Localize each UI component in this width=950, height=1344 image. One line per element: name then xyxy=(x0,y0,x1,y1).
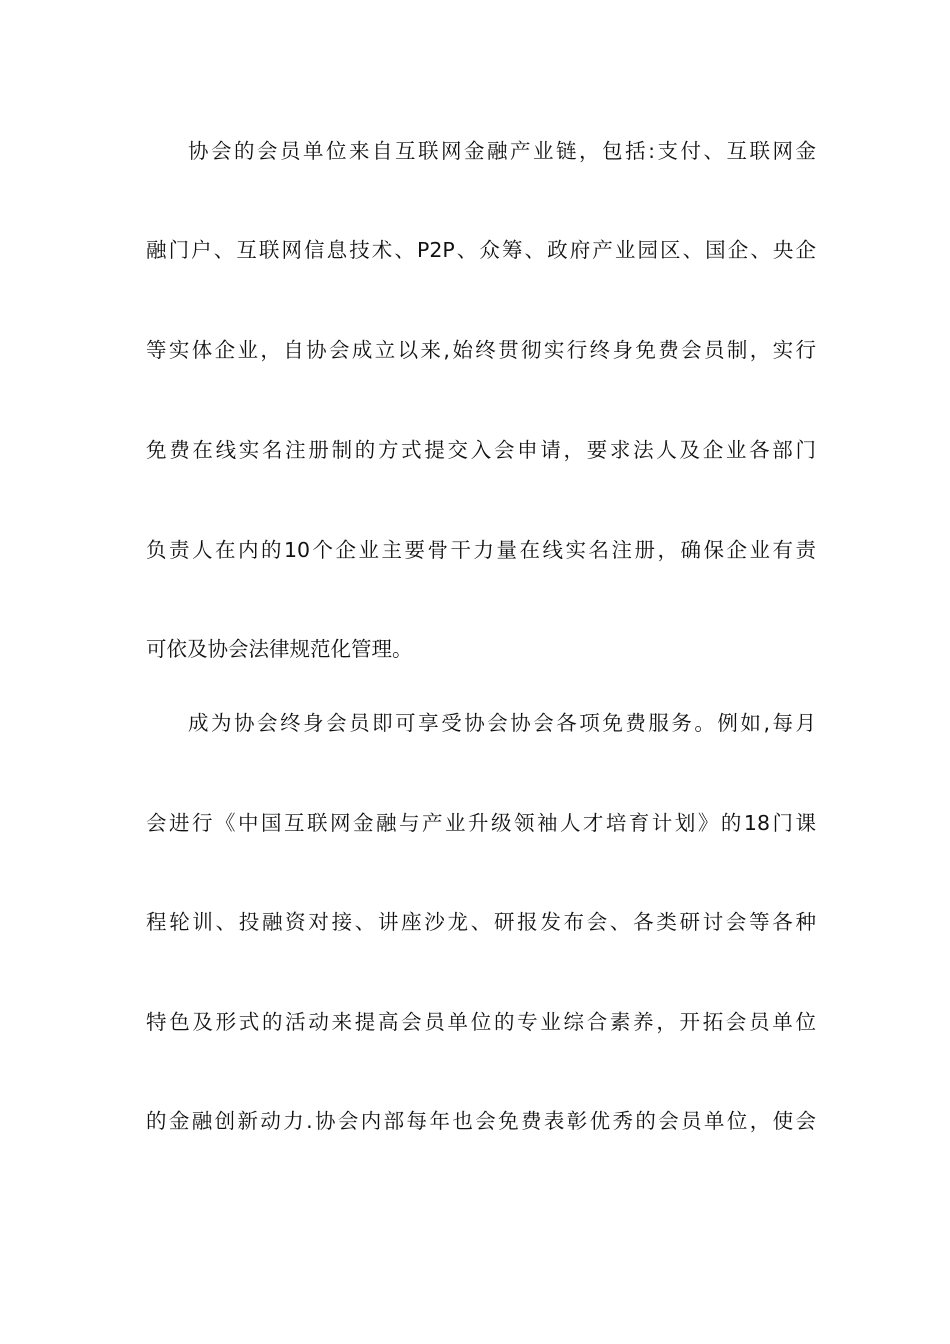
text-line: 负责人在内的10个企业主要骨干力量在线实名注册，确保企业有责 xyxy=(146,538,816,562)
text-line: 融门户、互联网信息技术、P2P、众筹、政府产业园区、国企、央企 xyxy=(146,238,816,262)
text-line: 可依及协会法律规范化管理。 xyxy=(146,637,413,661)
text-line: 等实体企业，自协会成立以来,始终贯彻实行终身免费会员制，实行 xyxy=(146,338,816,362)
text-line: 免费在线实名注册制的方式提交入会申请，要求法人及企业各部门 xyxy=(146,438,816,462)
text-line: 程轮训、投融资对接、讲座沙龙、研报发布会、各类研讨会等各种 xyxy=(146,910,816,934)
text-line: 特色及形式的活动来提高会员单位的专业综合素养，开拓会员单位 xyxy=(146,1010,816,1034)
text-line: 会进行《中国互联网金融与产业升级领袖人才培育计划》的18门课 xyxy=(146,811,816,835)
text-line: 的金融创新动力.协会内部每年也会免费表彰优秀的会员单位，使会 xyxy=(146,1109,816,1133)
text-line: 协会的会员单位来自互联网金融产业链，包括:支付、互联网金 xyxy=(188,139,816,163)
text-line: 成为协会终身会员即可享受协会协会各项免费服务。例如,每月 xyxy=(188,711,816,735)
